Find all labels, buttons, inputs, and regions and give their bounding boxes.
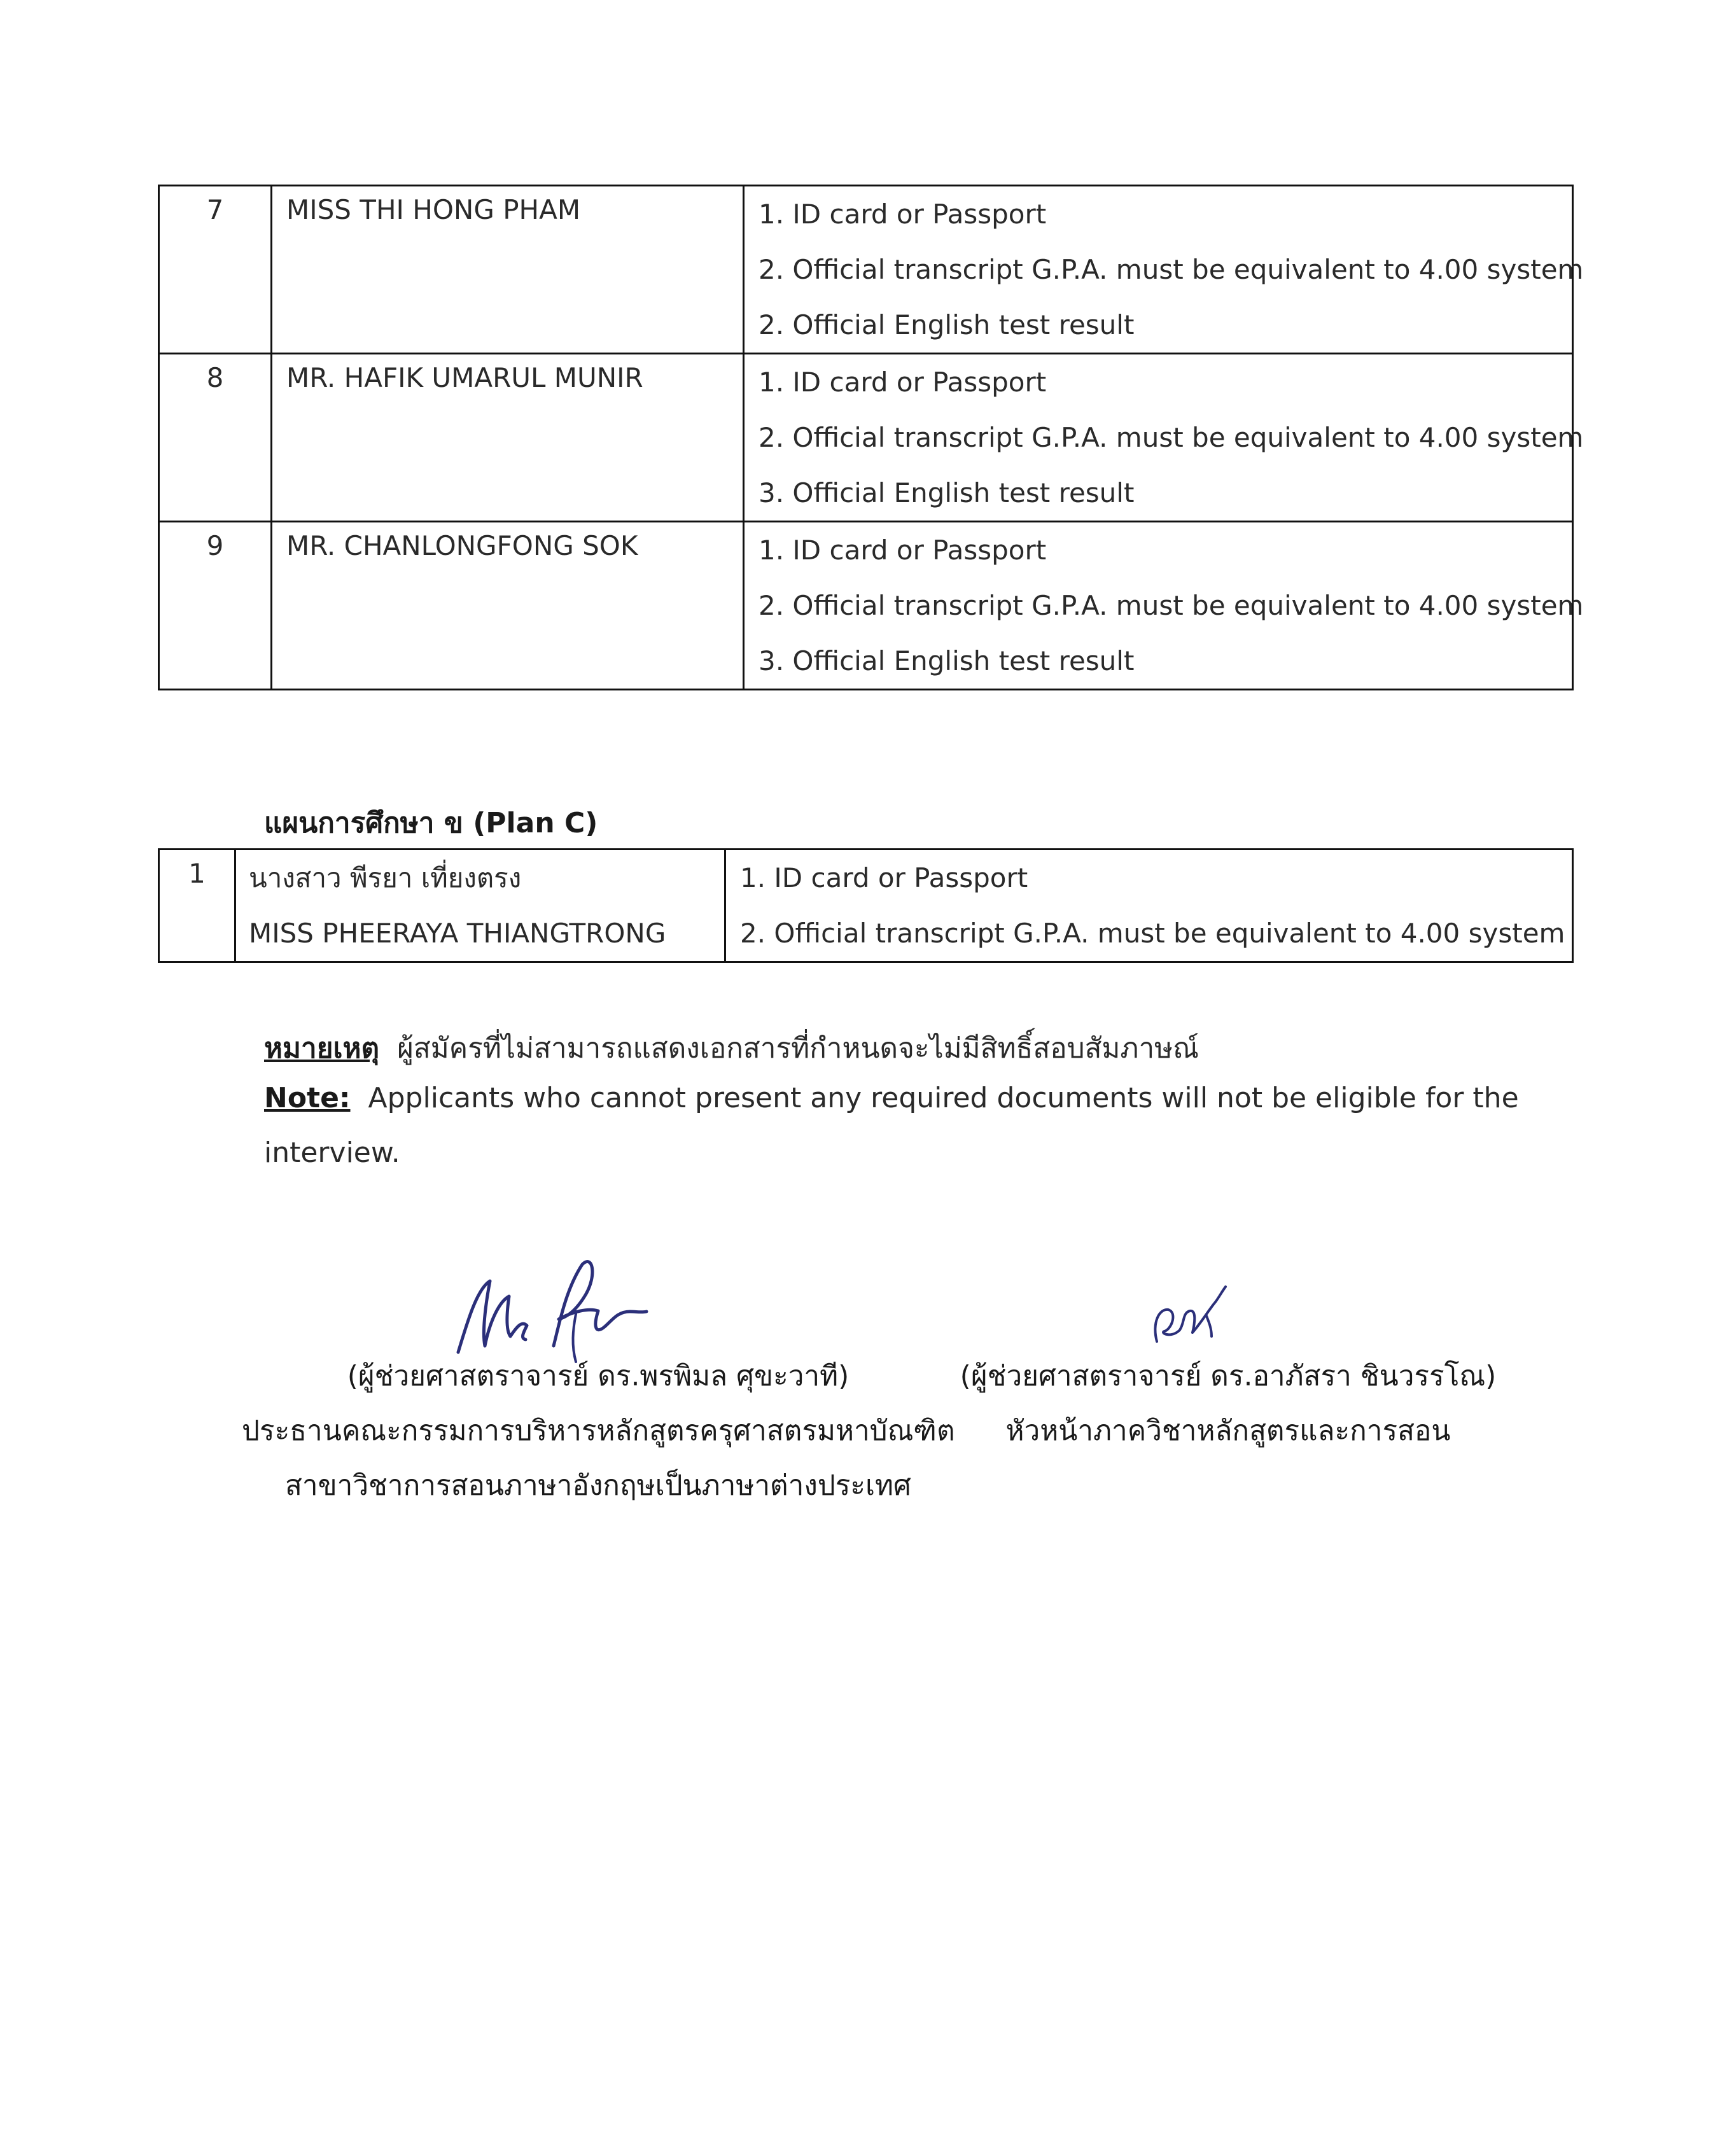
document-item: 1. ID card or Passport (759, 199, 1047, 230)
applicants-table-plan-a (158, 185, 1584, 690)
applicant-name: MISS THI HONG PHAM (272, 186, 744, 354)
required-documents (744, 186, 1584, 354)
right-signature (1145, 1278, 1234, 1354)
right-signatory-name: (ผู้ช่วยศาสตราจารย์ ดร.อาภัสรา ชินวรรโณ) (960, 1360, 1497, 1392)
applicant-name-english: MISS PHEERAYA THIANGTRONG (249, 918, 666, 949)
table-row (159, 186, 1573, 354)
row-number: 7 (159, 186, 272, 354)
table-row (159, 354, 1573, 522)
required-documents (725, 850, 1573, 962)
document-item: 1. ID card or Passport (759, 535, 1047, 566)
document-item: 2. Official transcript G.P.A. must be equivalent to 4.00 system (740, 918, 1565, 949)
row-number: 1 (159, 850, 235, 962)
note-english (264, 1082, 1519, 1114)
document-item: 2. Official transcript G.P.A. must be equivalent to 4.00 system (759, 590, 1584, 621)
document-item: 3. Official English test result (759, 477, 1135, 508)
document-item: 1. ID card or Passport (759, 367, 1047, 398)
applicant-name: MR. CHANLONGFONG SOK (272, 522, 744, 690)
note-thai-text: ผู้สมัครที่ไม่สามารถแสดงเอกสารที่กำหนดจะไม่มีสิทธิ์สอบสัมภาษณ์ (397, 1032, 1199, 1065)
applicant-name (235, 850, 725, 962)
note-thai-label: หมายเหตุ (264, 1032, 380, 1065)
document-item: 2. Official transcript G.P.A. must be equivalent to 4.00 system (759, 254, 1584, 285)
right-signatory-block (942, 1349, 1514, 1459)
document-item: 3. Official English test result (759, 645, 1135, 676)
left-signature (445, 1250, 649, 1365)
required-documents (744, 354, 1584, 522)
applicant-name-thai: นางสาว พีรยา เที่ยงตรง (249, 862, 522, 893)
section-title-plan-c: แผนการศึกษา ข (Plan C) (264, 807, 598, 839)
table-row (159, 850, 1573, 962)
left-signatory-name: (ผู้ช่วยศาสตราจารย์ ดร.พรพิมล ศุขะวาที) (347, 1360, 850, 1392)
note-english-text: Applicants who cannot present any required documents will not be eligible for the (368, 1082, 1519, 1114)
note-english-continued: interview. (264, 1137, 400, 1169)
note-thai (264, 1026, 1199, 1070)
left-signatory-block (242, 1349, 954, 1513)
document-item: 1. ID card or Passport (740, 862, 1028, 893)
table-row (159, 522, 1573, 690)
right-signatory-title: หัวหน้าภาควิชาหลักสูตรและการสอน (1005, 1415, 1451, 1447)
applicant-name: MR. HAFIK UMARUL MUNIR (272, 354, 744, 522)
left-signatory-title: ประธานคณะกรรมการบริหารหลักสูตรครุศาสตรมหาบัณฑิต (242, 1415, 955, 1447)
required-documents (744, 522, 1584, 690)
row-number: 8 (159, 354, 272, 522)
note-english-label: Note: (264, 1082, 351, 1114)
row-number: 9 (159, 522, 272, 690)
applicants-table-plan-c (158, 848, 1574, 963)
left-signatory-program: สาขาวิชาการสอนภาษาอังกฤษเป็นภาษาต่างประเทศ (285, 1469, 911, 1502)
document-item: 2. Official English test result (759, 309, 1135, 340)
document-item: 2. Official transcript G.P.A. must be equivalent to 4.00 system (759, 422, 1584, 453)
